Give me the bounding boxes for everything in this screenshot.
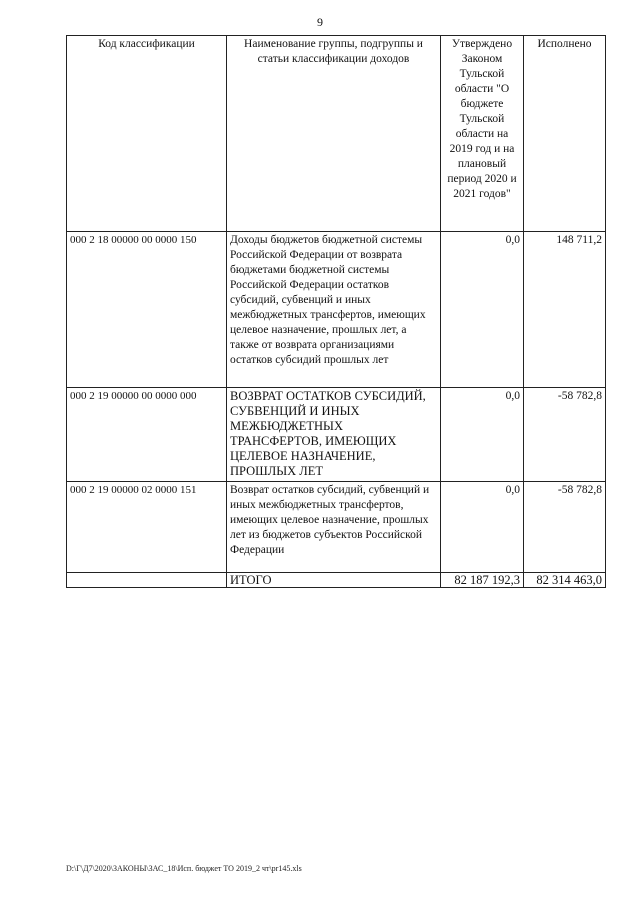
- header-name: Наименование группы, подгруппы и статьи классификации доходов: [227, 36, 441, 232]
- budget-table: [66, 35, 606, 588]
- row-approved: 0,0: [441, 482, 524, 573]
- row-approved: 0,0: [441, 388, 524, 482]
- row-name: Доходы бюджетов бюджетной системы Российской Федерации от возврата бюджетами бюджетной системы Российской Федерации остатков субсидий, субвенций и иных межбюджетных трансфертов, имеющих целевое назначение, прошлых лет, а также от возврата организациями остатков субсидий прошлых лет: [227, 232, 441, 388]
- table-header-row: [67, 36, 606, 232]
- row-code: 000 2 19 00000 00 0000 000: [67, 388, 227, 482]
- row-approved: 0,0: [441, 232, 524, 388]
- file-path-footer: D:\Г\Д7\2020\ЗАКОНЫ\ЗАС_18\Исп. бюджет ТО 2019_2 чт\pr145.xls: [66, 864, 302, 873]
- row-executed: 148 711,2: [524, 232, 606, 388]
- row-executed: -58 782,8: [524, 388, 606, 482]
- header-approved: Утверждено Законом Тульской области "О бюджете Тульской области на 2019 год и на плановый период 2020 и 2021 годов": [441, 36, 524, 232]
- row-code: 000 2 18 00000 00 0000 150: [67, 232, 227, 388]
- row-name: ВОЗВРАТ ОСТАТКОВ СУБСИДИЙ, СУБВЕНЦИЙ И ИНЫХ МЕЖБЮДЖЕТНЫХ ТРАНСФЕРТОВ, ИМЕЮЩИХ ЦЕЛЕВОЕ НАЗНАЧЕНИЕ, ПРОШЛЫХ ЛЕТ: [227, 388, 441, 482]
- header-executed: Исполнено: [524, 36, 606, 232]
- total-label: ИТОГО: [227, 573, 441, 588]
- table-row: [67, 388, 606, 482]
- row-code: 000 2 19 00000 02 0000 151: [67, 482, 227, 573]
- total-code: [67, 573, 227, 588]
- total-approved: 82 187 192,3: [441, 573, 524, 588]
- total-row: [67, 573, 606, 588]
- table-row: [67, 232, 606, 388]
- page-number: 9: [317, 15, 323, 29]
- total-executed: 82 314 463,0: [524, 573, 606, 588]
- row-name: Возврат остатков субсидий, субвенций и иных межбюджетных трансфертов, имеющих целевое назначение, прошлых лет из бюджетов субъектов Российской Федерации: [227, 482, 441, 573]
- header-code: Код классификации: [67, 36, 227, 232]
- row-executed: -58 782,8: [524, 482, 606, 573]
- table-row: [67, 482, 606, 573]
